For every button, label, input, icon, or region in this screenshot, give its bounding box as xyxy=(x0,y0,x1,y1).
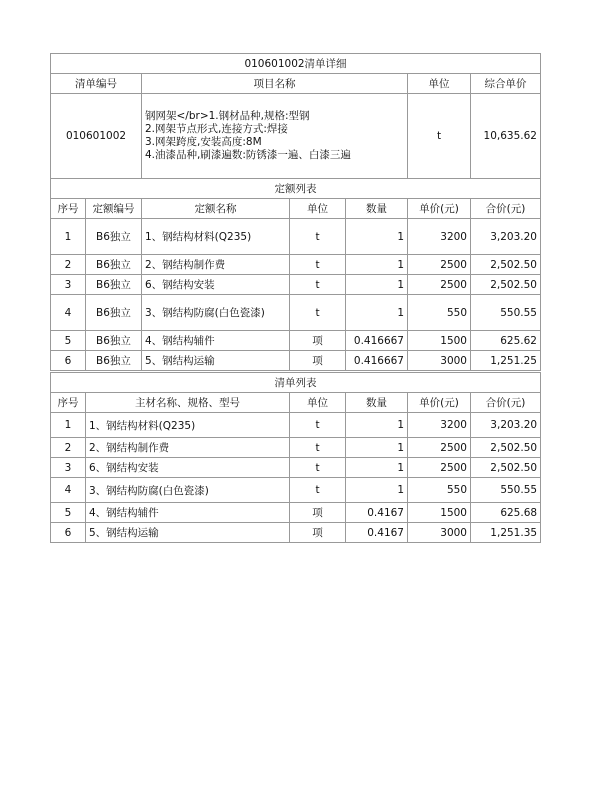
bill-no: 3 xyxy=(51,458,86,478)
bill-unit: t xyxy=(408,94,471,179)
bill-header-price: 单价(元) xyxy=(408,393,471,413)
quota-no: 5 xyxy=(51,331,86,351)
bill-total: 625.68 xyxy=(471,503,541,523)
bill-unit: 项 xyxy=(290,523,346,543)
bill-header-name: 主材名称、规格、型号 xyxy=(86,393,290,413)
quota-name: 6、钢结构安装 xyxy=(142,275,290,295)
quota-section-title: 定额列表 xyxy=(51,179,541,199)
quota-total: 1,251.25 xyxy=(471,351,541,371)
col-header-price: 综合单价 xyxy=(471,74,541,94)
bill-header-qty: 数量 xyxy=(346,393,408,413)
quota-name: 2、钢结构制作费 xyxy=(142,255,290,275)
quota-price: 1500 xyxy=(408,331,471,351)
bill-unit: 项 xyxy=(290,503,346,523)
quota-header-unit: 单位 xyxy=(290,199,346,219)
bill-header-unit: 单位 xyxy=(290,393,346,413)
quota-total: 550.55 xyxy=(471,295,541,331)
bill-name: 6、钢结构安装 xyxy=(86,458,290,478)
quota-no: 1 xyxy=(51,219,86,255)
quota-header-no: 序号 xyxy=(51,199,86,219)
quota-header-name: 定额名称 xyxy=(142,199,290,219)
quota-total: 2,502.50 xyxy=(471,255,541,275)
bill-unit: t xyxy=(290,478,346,503)
bill-price: 2500 xyxy=(408,458,471,478)
table-row xyxy=(51,219,541,255)
bill-price: 10,635.62 xyxy=(471,94,541,179)
bill-name: 4、钢结构辅件 xyxy=(86,503,290,523)
col-header-code: 清单编号 xyxy=(51,74,142,94)
table-row xyxy=(51,255,541,275)
quota-header-qty: 数量 xyxy=(346,199,408,219)
table-row xyxy=(51,478,541,503)
quota-name: 3、钢结构防腐(白色瓷漆) xyxy=(142,295,290,331)
table-row xyxy=(51,503,541,523)
quota-name: 1、钢结构材料(Q235) xyxy=(142,219,290,255)
bill-total: 2,502.50 xyxy=(471,458,541,478)
bill-list-table xyxy=(50,372,541,543)
quota-qty: 0.416667 xyxy=(346,331,408,351)
quota-code: B6独立 xyxy=(86,275,142,295)
quota-header-price: 单价(元) xyxy=(408,199,471,219)
bill-unit: t xyxy=(290,438,346,458)
quota-qty: 1 xyxy=(346,275,408,295)
bill-no: 1 xyxy=(51,413,86,438)
bill-price: 3000 xyxy=(408,523,471,543)
quota-price: 2500 xyxy=(408,275,471,295)
bill-code: 010601002 xyxy=(51,94,142,179)
bill-name: 5、钢结构运输 xyxy=(86,523,290,543)
bill-name: 2、钢结构制作费 xyxy=(86,438,290,458)
table-row xyxy=(51,438,541,458)
table-row xyxy=(51,275,541,295)
col-header-unit: 单位 xyxy=(408,74,471,94)
quota-header-code: 定额编号 xyxy=(86,199,142,219)
bill-header-total: 合价(元) xyxy=(471,393,541,413)
quota-no: 2 xyxy=(51,255,86,275)
quota-code: B6独立 xyxy=(86,295,142,331)
quota-total: 625.62 xyxy=(471,331,541,351)
page-title: 010601002清单详细 xyxy=(51,54,541,74)
desc-line: 3.网架跨度,安装高度:8M xyxy=(145,136,262,148)
bill-description xyxy=(142,94,408,179)
desc-line: 4.油漆品种,刷漆遍数:防锈漆一遍、白漆三遍 xyxy=(145,149,351,161)
bill-total: 1,251.35 xyxy=(471,523,541,543)
quota-total: 2,502.50 xyxy=(471,275,541,295)
quota-table xyxy=(50,178,541,371)
bill-price: 550 xyxy=(408,478,471,503)
quota-qty: 0.416667 xyxy=(346,351,408,371)
quota-price: 3000 xyxy=(408,351,471,371)
bill-section-title: 清单列表 xyxy=(51,373,541,393)
table-row xyxy=(51,523,541,543)
table-row xyxy=(51,295,541,331)
quota-code: B6独立 xyxy=(86,331,142,351)
bill-header-table xyxy=(50,53,541,179)
quota-qty: 1 xyxy=(346,219,408,255)
table-row xyxy=(51,458,541,478)
bill-qty: 1 xyxy=(346,478,408,503)
quota-header-total: 合价(元) xyxy=(471,199,541,219)
quota-unit: t xyxy=(290,219,346,255)
bill-total: 3,203.20 xyxy=(471,413,541,438)
bill-qty: 0.4167 xyxy=(346,523,408,543)
table-row xyxy=(51,413,541,438)
bill-name: 1、钢结构材料(Q235) xyxy=(86,413,290,438)
bill-price: 2500 xyxy=(408,438,471,458)
desc-line: 2.网架节点形式,连接方式:焊接 xyxy=(145,123,288,135)
quota-no: 3 xyxy=(51,275,86,295)
quota-name: 4、钢结构辅件 xyxy=(142,331,290,351)
bill-name: 3、钢结构防腐(白色瓷漆) xyxy=(86,478,290,503)
bill-price: 1500 xyxy=(408,503,471,523)
bill-price: 3200 xyxy=(408,413,471,438)
quota-unit: t xyxy=(290,275,346,295)
bill-total: 550.55 xyxy=(471,478,541,503)
quota-price: 2500 xyxy=(408,255,471,275)
quota-code: B6独立 xyxy=(86,219,142,255)
bill-qty: 1 xyxy=(346,438,408,458)
desc-line: 钢网架</br>1.钢材品种,规格:型钢 xyxy=(145,110,310,122)
quota-qty: 1 xyxy=(346,295,408,331)
quota-unit: 项 xyxy=(290,331,346,351)
col-header-name: 项目名称 xyxy=(142,74,408,94)
bill-unit: t xyxy=(290,413,346,438)
bill-qty: 1 xyxy=(346,413,408,438)
quota-name: 5、钢结构运输 xyxy=(142,351,290,371)
bill-no: 6 xyxy=(51,523,86,543)
quota-unit: t xyxy=(290,295,346,331)
quota-total: 3,203.20 xyxy=(471,219,541,255)
quota-no: 6 xyxy=(51,351,86,371)
bill-no: 2 xyxy=(51,438,86,458)
quota-price: 3200 xyxy=(408,219,471,255)
table-row xyxy=(51,351,541,371)
quota-unit: 项 xyxy=(290,351,346,371)
bill-qty: 1 xyxy=(346,458,408,478)
table-row xyxy=(51,331,541,351)
bill-unit: t xyxy=(290,458,346,478)
quota-qty: 1 xyxy=(346,255,408,275)
quota-code: B6独立 xyxy=(86,351,142,371)
bill-no: 5 xyxy=(51,503,86,523)
bill-qty: 0.4167 xyxy=(346,503,408,523)
quota-unit: t xyxy=(290,255,346,275)
bill-no: 4 xyxy=(51,478,86,503)
quota-no: 4 xyxy=(51,295,86,331)
quota-price: 550 xyxy=(408,295,471,331)
bill-header-no: 序号 xyxy=(51,393,86,413)
bill-total: 2,502.50 xyxy=(471,438,541,458)
quota-code: B6独立 xyxy=(86,255,142,275)
